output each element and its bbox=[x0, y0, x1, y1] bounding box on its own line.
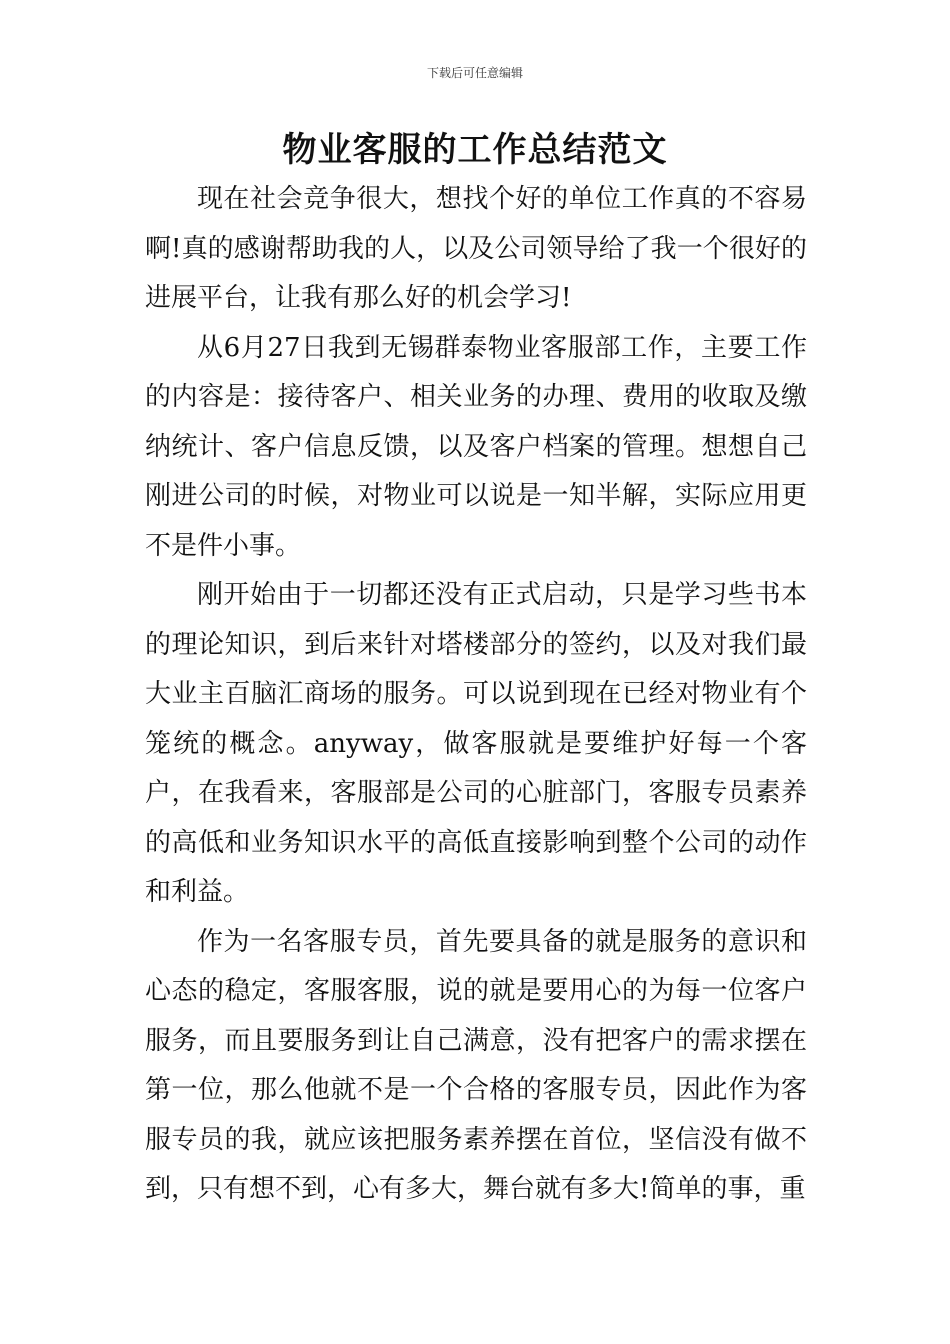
page-header-note: 下载后可任意编辑 bbox=[426, 66, 523, 80]
paragraph-2: 从6月27日我到无锡群泰物业客服部工作，主要工作的内容是：接待客户、相关业务的办理、费用的收取及缴纳统计、客户信息反馈，以及客户档案的管理。想想自己刚进公司的时候，对物业可以说是一知半解，实际应用更不是件小事。 bbox=[145, 332, 807, 561]
paragraph-3: 刚开始由于一切都还没有正式启动，只是学习些书本的理论知识，到后来针对塔楼部分的签约，以及对我们最大业主百脑汇商场的服务。可以说到现在已经对物业有个笼统的概念。anyway，做客服就是要维护好每一个客户，在我看来，客服部是公司的心脏部门，客服专员素养的高低和业务知识水平的高低直接影响到整个公司的动作和利益。 bbox=[145, 580, 807, 907]
document-body bbox=[145, 175, 807, 1215]
paragraph-4: 作为一名客服专员，首先要具备的就是服务的意识和心态的稳定，客服客服，说的就是要用心的为每一位客户服务，而且要服务到让自己满意，没有把客户的需求摆在第一位，那么他就不是一个合格的客服专员，因此作为客服专员的我，就应该把服务素养摆在首位，坚信没有做不到，只有想不到，心有多大，舞台就有多大!简单的事，重 bbox=[145, 926, 807, 1204]
document-title: 物业客服的工作总结范文 bbox=[282, 130, 668, 170]
paragraph-1: 现在社会竞争很大，想找个好的单位工作真的不容易啊!真的感谢帮助我的人，以及公司领导给了我一个很好的进展平台，让我有那么好的机会学习! bbox=[145, 184, 807, 313]
